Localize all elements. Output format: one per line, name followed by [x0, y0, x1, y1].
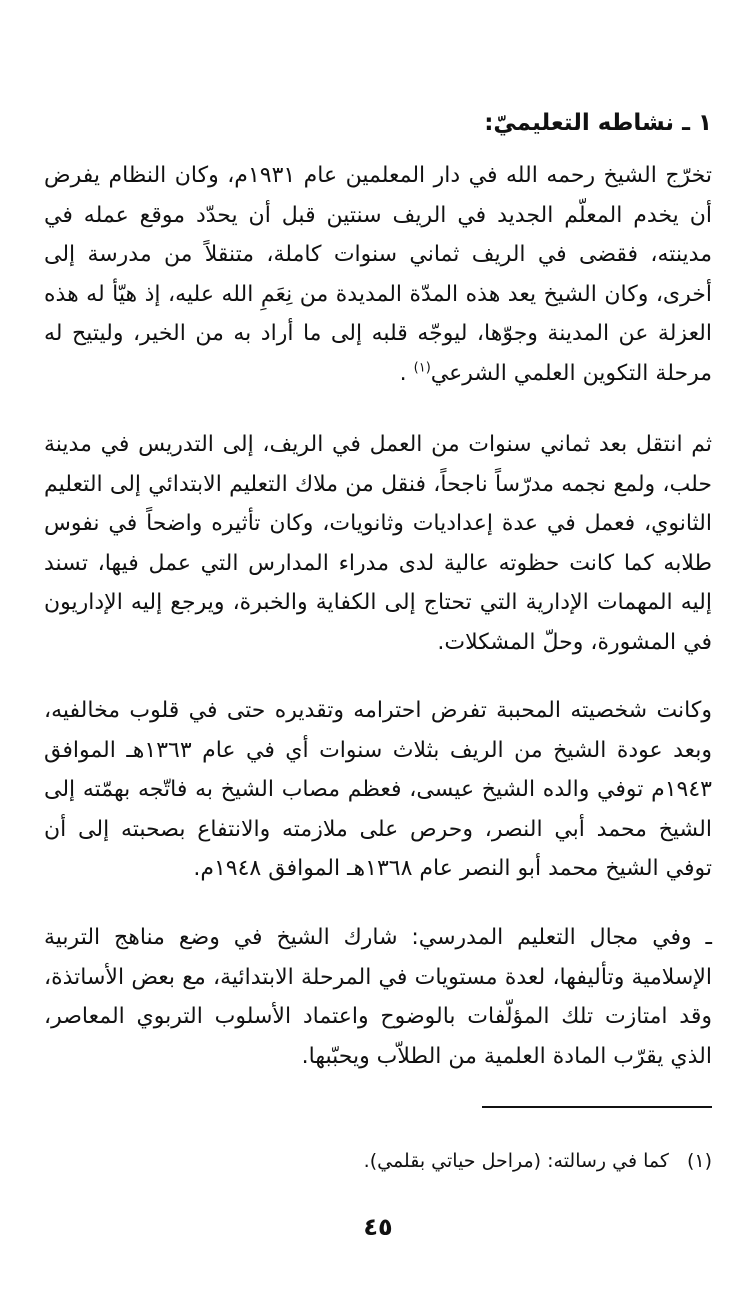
paragraph-4 — [44, 918, 712, 1076]
footnote-marker: (١) — [686, 1150, 712, 1172]
footnote-reference[interactable]: (١) — [413, 360, 431, 376]
paragraph-3 — [44, 691, 712, 889]
paragraph-4-text: ـ وفي مجال التعليم المدرسي: شارك الشيخ في وضع مناهج التربية الإسلامية وتأليفها، لعدة مستويات في المرحلة الابتدائية، مع بعض الأساتذة، وقد امتازت تلك المؤلّفات بالوضوح واعتماد الأسلوب التربوي المعاصر، الذي يقرّب المادة العلمية من الطلاّب ويحبّبها. — [44, 925, 712, 1069]
section-heading: ١ ـ نشاطه التعليميّ: — [484, 110, 712, 136]
footnote-text: كما في رسالته: (مراحل حياتي بقلمي). — [363, 1150, 669, 1172]
footnote-divider — [482, 1106, 712, 1108]
footnote — [364, 1148, 712, 1174]
paragraph-1-end: . — [399, 360, 407, 386]
page-number: ٤٥ — [363, 1213, 393, 1241]
paragraph-2-text: ثم انتقل بعد ثماني سنوات من العمل في الريف، إلى التدريس في مدينة حلب، ولمع نجمه مدرّساً ناجحاً، فنقل من ملاك التعليم الابتدائي إلى التعليم الثانوي، فعمل في عدة إعداديات وثانويات، وكان تأثيره واضحاً في نفوس طلابه كما كانت حظوته عالية لدى مدراء المدارس التي عمل فيها، تسند إليه المهمات الإدارية التي تحتاج إلى الكفاية والخبرة، ويرجع إليه الإداريون في المشورة، وحلّ المشكلات. — [44, 432, 712, 655]
paragraph-1-text: تخرّج الشيخ رحمه الله في دار المعلمين عام ١٩٣١م، وكان النظام يفرض أن يخدم المعلّم الجديد في الريف سنتين قبل أن يحدّد موقع عمله في مدينته، فقضى في الريف ثماني سنوات كاملة، متنقلاً من مدرسة إلى أخرى، وكان الشيخ يعد هذه المدّة المديدة من نِعَمِ الله عليه، إذ هيّأ له هذه العزلة عن المدينة وجوّها، ليوجّه قلبه إلى ما أراد به من الخير، وليتيح له مرحلة التكوين العلمي الشرعي — [44, 163, 712, 386]
paragraph-2 — [44, 425, 712, 662]
paragraph-3-text: وكانت شخصيته المحببة تفرض احترامه وتقديره حتى في قلوب مخالفيه، وبعد عودة الشيخ من الريف بثلاث سنوات أي في عام ١٣٦٣هـ الموافق ١٩٤٣م توفي والده الشيخ عيسى، فعظم مصاب الشيخ به فاتّجه بهمّته إلى الشيخ محمد أبي النصر، وحرص على ملازمته والانتفاع بصحبته إلى أن توفي الشيخ محمد أبو النصر عام ١٣٦٨هـ الموافق ١٩٤٨م. — [44, 698, 712, 881]
paragraph-1 — [44, 156, 712, 393]
